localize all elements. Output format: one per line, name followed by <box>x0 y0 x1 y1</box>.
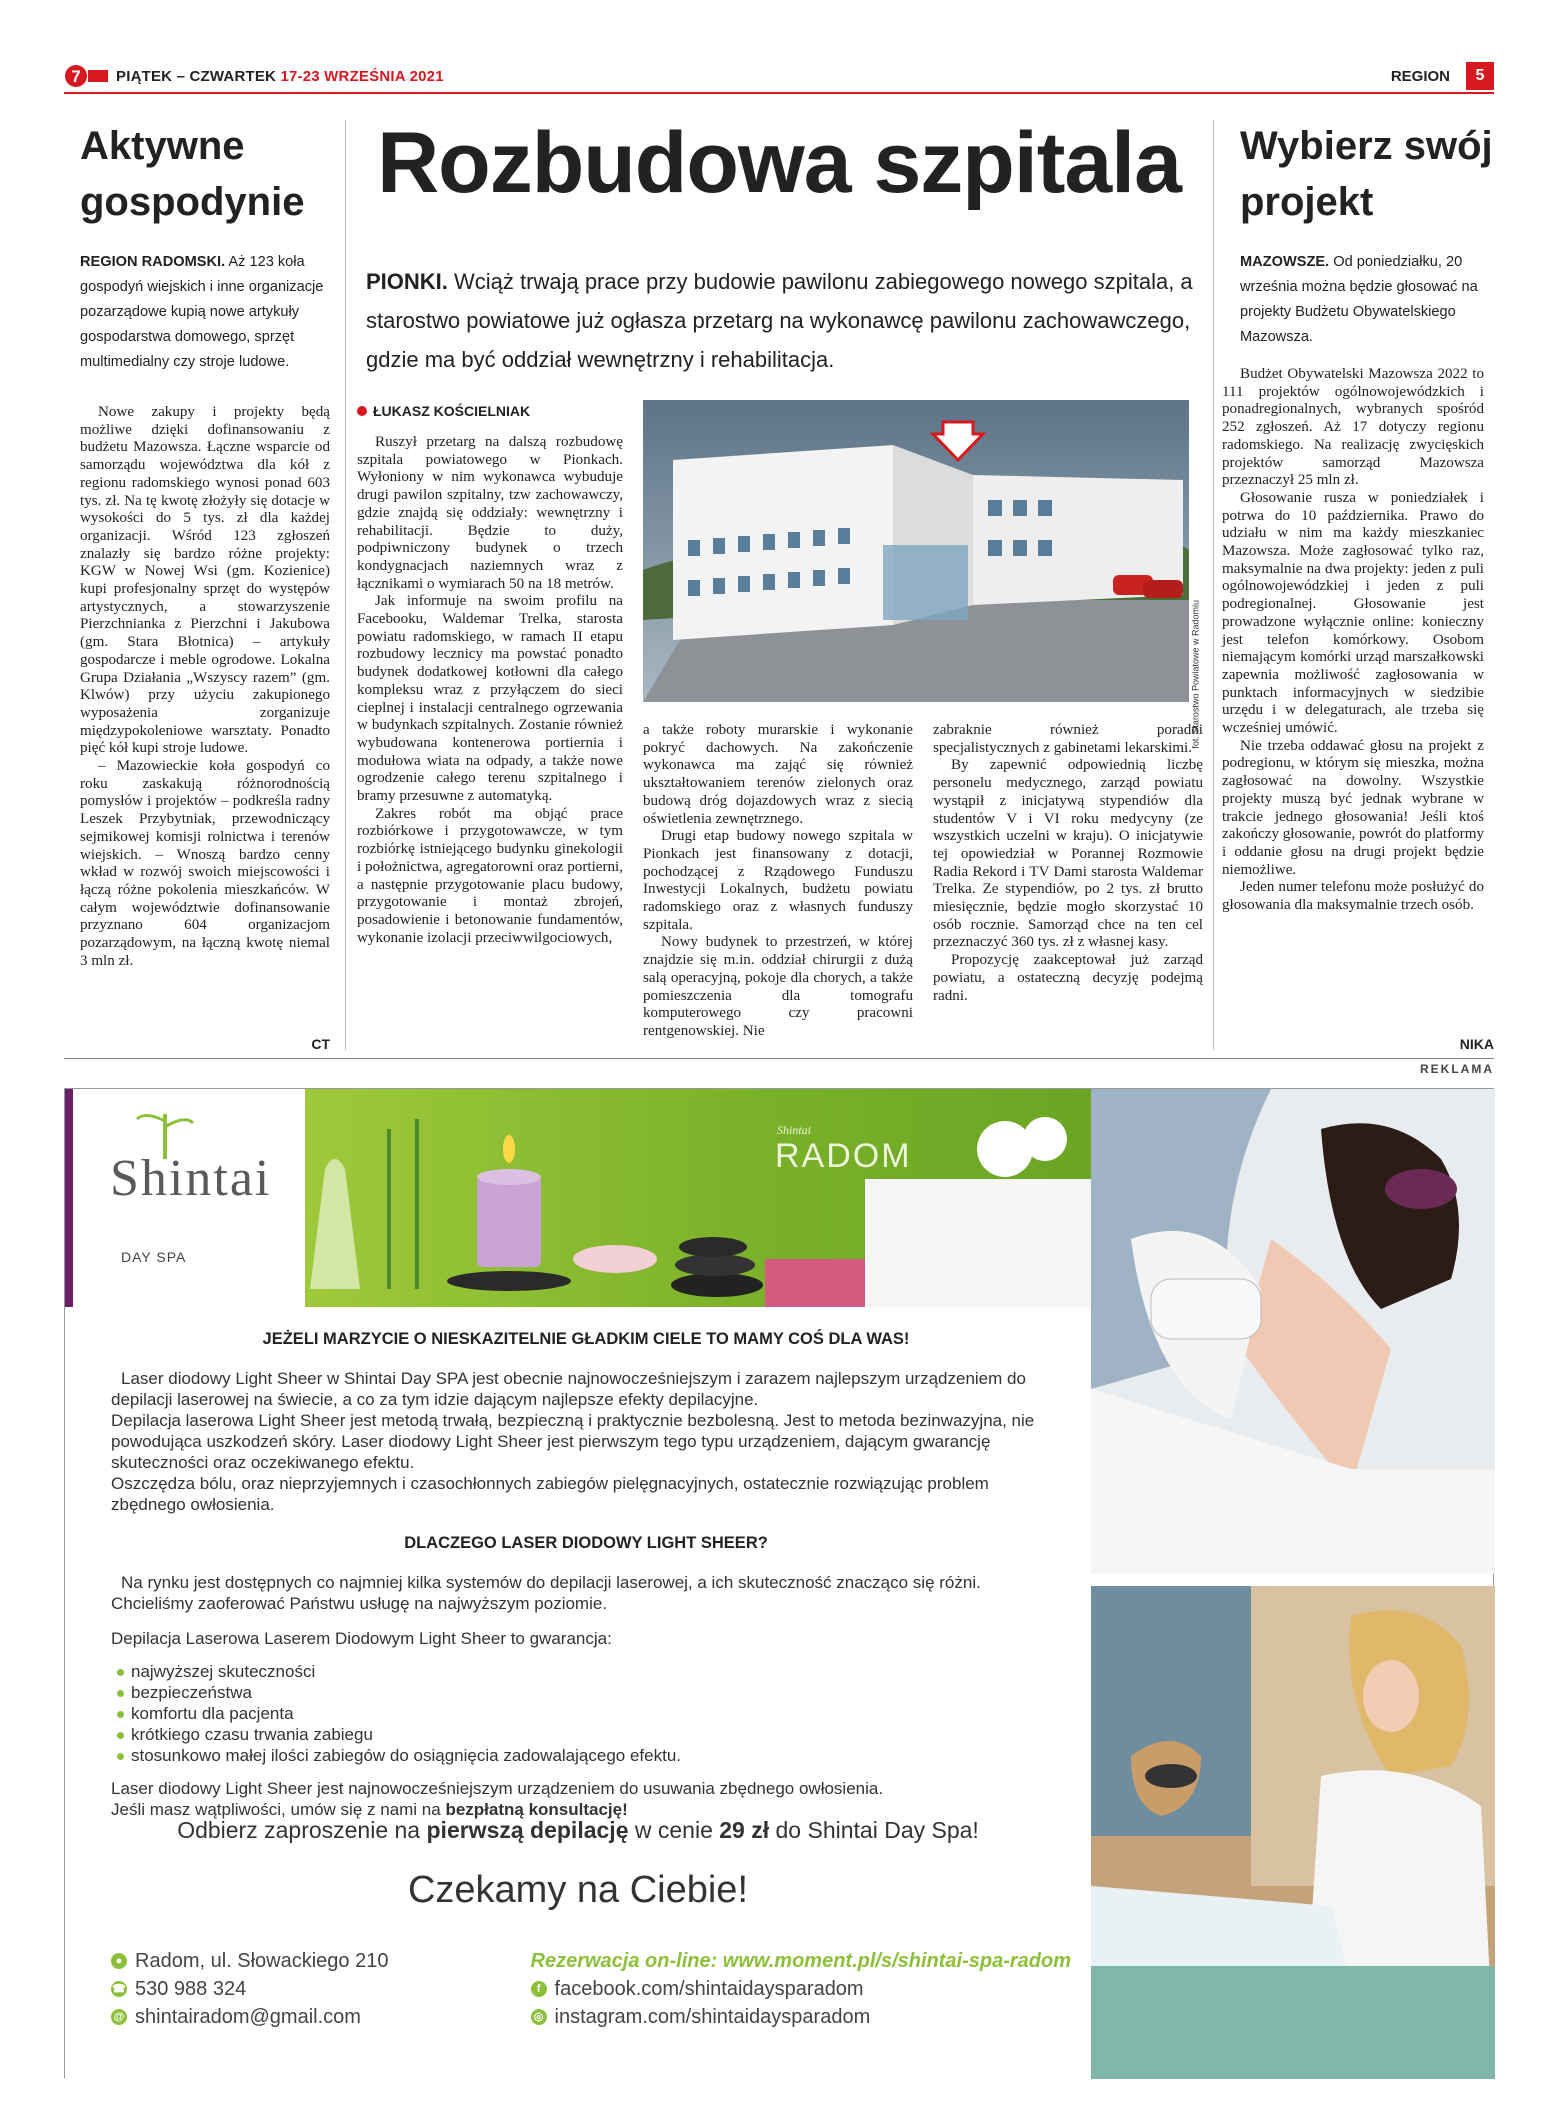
list-item: komfortu dla pacjenta <box>131 1703 1061 1724</box>
facebook-icon: f <box>531 1981 547 1997</box>
benefit-list <box>111 1661 1061 1766</box>
address-text: Radom, ul. Słowackiego 210 <box>135 1950 389 1972</box>
right-lead-text: Od poniedziałku, 20 września można będzie głosować na projekty Budżetu Obywatelskiego Mazowsza. <box>1240 254 1478 345</box>
contact-right <box>531 1947 1071 2031</box>
column-divider <box>345 120 346 1050</box>
page-header <box>64 62 1494 94</box>
paragraph: Nie trzeba oddawać głosu na projekt z podregionu, w którym się mieszka, można zagłosować na dowolny. Wszystkie projekty muszą być jednak wybrane w trakcie jednego głosowania! Jeśli ktoś zakończy głosowanie, powrót do platformy i oddanie głosu na drugi projekt będzie niemożliwe. <box>1222 737 1484 878</box>
left-headline: Aktywne gospodynie <box>80 124 305 224</box>
brand-block <box>65 1089 305 1307</box>
section-name: REGION <box>1390 68 1450 85</box>
instagram-text: instagram.com/shintaidaysparadom <box>554 2006 871 2028</box>
contact-phone[interactable] <box>111 1975 388 2003</box>
paragraph: Propozycję zaakceptował już zarząd powiatu, a ostateczną decyzję podejmą radni. <box>933 952 1203 1004</box>
right-lead-place: MAZOWSZE. <box>1240 254 1330 270</box>
right-headline: Wybierz swój projekt <box>1240 124 1493 224</box>
svg-text:7: 7 <box>71 67 81 86</box>
ad-text: Jeśli masz wątpliwości, umów się z nami na <box>111 1800 446 1819</box>
ad-text-bold: bezpłatną konsultację! <box>445 1800 628 1819</box>
right-lead <box>1240 250 1494 350</box>
ad-invitation <box>65 1817 1091 1844</box>
ad-contact <box>111 1947 1071 2031</box>
date-prefix: PIĄTEK – CZWARTEK <box>116 68 281 85</box>
paragraph: – Mazowieckie koła gospodyń co roku zaskakują różnorodnością pomysłów i projektów – podkreśla radny Leszek Przybytniak, przewodniczący sejmikowej komisji rolnictwa i terenów wiejskich. – Wnoszą bardzo cenny wkład w rozwój swoich miejscowości i łączą różne pokolenia mieszkańców. W całym województwie dofinansowanie przyznano 604 organizacjom pozarządowym, na łączną kwotę niemal 3 mln zł. <box>80 758 330 969</box>
ad-subheading: DLACZEGO LASER DIODOWY LIGHT SHEER? <box>404 1534 768 1552</box>
ad-paragraph: Na rynku jest dostępnych co najmniej kilka systemów do depilacji laserowej, a ich skuteczność znacząco się różni. Chcieliśmy zaoferować Państwu usługę na najwyższym poziomie. <box>111 1573 981 1613</box>
paragraph: Ruszył przetarg na dalszą rozbudowę szpitala powiatowego w Pionkach. Wyłoniony w nim wykonawca wybuduje drugi pawilon szpitalny, tzw zachowawczy, gdzie znajdą się oddziały: wewnętrzny i rehabilitacji. Będzie to duży, podpiwniczony budynek o trzech kondygnacjach naziemnych wraz z łącznikami o wymiarach 50 na 18 metrów. <box>357 434 623 592</box>
spa-banner-image <box>305 1089 1091 1307</box>
left-signature: CT <box>311 1036 330 1052</box>
paragraph: Nowy budynek to przestrzeń, w której znajdzie się m.in. oddział chirurgii z dużą salą operacyjną, pokoje dla chorych, a także pomieszczenia dla tomografu komputerowego czy pracowni rentgenowskiej. Nie <box>643 934 913 1039</box>
byline-dot-icon <box>357 406 367 416</box>
newspaper-logo <box>64 64 110 88</box>
ad-content <box>65 1089 1091 2079</box>
paragraph: zabraknie również poradni specjalistycznych z gabinetami lekarskimi. <box>933 722 1203 756</box>
ad-heading: JEŻELI MARZYCIE O NIESKAZITELNIE GŁADKIM CIELE TO MAMY COŚ DLA WAS! <box>262 1330 910 1348</box>
ad-label: REKLAMA <box>1420 1062 1494 1076</box>
location-pin-icon: ● <box>111 1953 127 1969</box>
column-divider <box>1213 120 1214 1050</box>
booking-link[interactable]: Rezerwacja on-line: www.moment.pl/s/shintai-spa-radom <box>530 1950 1071 1972</box>
laser-treatment-photo-2 <box>1091 1586 1495 2079</box>
phone-text: 530 988 324 <box>135 1978 247 2000</box>
paragraph: Jeden numer telefonu może posłużyć do głosowania dla maksymalnie trzech osób. <box>1222 879 1484 914</box>
paragraph: Głosowanie rusza w poniedziałek i potrwa do 10 października. Prawo do udziału w nim ma każdy mieszkaniec Mazowsza. Może zagłosować tylko raz, maksymalnie na dwa projekty: jeden z puli ogólnowojewódzkiej i jeden z puli podregionalnej. Głosowanie jest prowadzone wyłącznie online: konieczny jest telefon komórkowy. Osobom niemającym komórki urząd marszałkowski zapewnia możliwość zagłosowania w punktach informacyjnych w siedzibie urzędu i w delegaturach, ale trzeba się wcześniej umówić. <box>1222 489 1484 737</box>
banner-brand: Shintai <box>777 1123 812 1137</box>
list-item: bezpieczeństwa <box>131 1682 1061 1703</box>
ad-copy <box>111 1329 1061 1820</box>
ad-text: Odbierz zaproszenie na <box>177 1817 427 1843</box>
date-range: 17-23 WRZEŚNIA 2021 <box>280 68 444 85</box>
photo-credit: fot. Starostwo Powiatowe w Radomiu <box>1191 600 1201 749</box>
left-lead <box>80 250 342 375</box>
contact-address <box>111 1947 388 1975</box>
list-item: najwyższej skuteczności <box>131 1661 1061 1682</box>
ad-text-bold: pierwszą depilację <box>426 1817 629 1843</box>
paragraph: Nowe zakupy i projekty będą możliwe dzięki dofinansowaniu z budżetu Mazowsza. Łączne wsparcie od samorządu województwa dla kół z regionu radomskiego wynosi ponad 603 tys. zł. Na tę kwotę złożyły się dotacje w wysokości do 5 tys. zł dla każdej organizacji. Wśród 123 zgłoszeń znalazły się bardzo różne projekty: KGW w Nowej Wsi (gm. Kozienice) kupi profesjonalny sprzęt do występów artystycznych, a stowarzyszenie Pierzchnianka z Pierzchni i Jakubowa (gm. Stara Błotnica) – artykuły gospodarcze i meble ogrodowe. Lokalna Grupa Działania „Wszyscy razem” (gm. Klwów) przy użyciu zakupionego wyposażenia zorganizuje międzypokoleniowe warsztaty. Ponadto pięć kół kupi stroje ludowe. <box>80 404 330 757</box>
paragraph: Drugi etap budowy nowego szpitala w Pionkach jest finansowany z dotacji, pochodzącej z Rządowego Funduszu Inwestycji Lokalnych, budżetu powiatu radomskiego oraz z własnych funduszy szpitala. <box>643 828 913 933</box>
main-column-1 <box>357 434 623 947</box>
email-icon: @ <box>111 2009 127 2025</box>
paragraph: By zapewnić odpowiednią liczbę personelu medycznego, zarząd powiatu wystąpił z inicjatywą stypendiów dla studentów V i VI roku medycyny (ze wszystkich uczelni w kraju). O inicjatywie tej opowiedział w Porannej Rozmowie Radia Rekord i TV Dami starosta Waldemar Trelka. Ze stypendiów, po 2 tys. zł brutto miesięcznie, będzie mogło skorzystać 10 osób rocznie. Samorząd chce na ten cel przeznaczyć 360 tys. zł z własnej kasy. <box>933 757 1203 951</box>
list-item: stosunkowo małej ilości zabiegów do osiągnięcia zadowalającego efektu. <box>131 1745 1061 1766</box>
facebook-link[interactable] <box>531 1975 1071 2003</box>
main-column-2 <box>643 722 913 1041</box>
ad-text: do Shintai Day Spa! <box>769 1817 979 1843</box>
contact-left <box>111 1947 388 2031</box>
ad-paragraph: Laser diodowy Light Sheer w Shintai Day SPA jest obecnie najnowocześniejszym i zarazem najlepszym urządzeniem do depilacji laserowej na świecie, a co za tym idzie dającym najlepsze efekty depilacyjne. <box>111 1369 1026 1409</box>
main-headline: Rozbudowa szpitala <box>377 115 1181 211</box>
main-column-3 <box>933 722 1203 1005</box>
brand-stripe <box>65 1089 73 1307</box>
ad-price: 29 zł <box>719 1817 770 1843</box>
spa-advertisement <box>64 1088 1494 2078</box>
paragraph: Budżet Obywatelski Mazowsza 2022 to 111 projektów ogólnowojewódzkich i ponadregionalnych, wybranych spośród 252 zgłoszeń. Aż 17 dotyczy regionu radomskiego. Na realizację zwycięskich projektów samorząd Mazowsza przeznaczył 25 mln zł. <box>1222 366 1484 489</box>
phone-icon: ☎ <box>112 1983 126 1995</box>
left-body <box>80 404 330 971</box>
paragraph: Zakres robót ma objąć prace rozbiórkowe i przygotowawcze, w tym rozbiórkę istniejącego budynku ginekologii i położnictwa, agregatorowni oraz portierni, a następnie przygotowanie placu budowy, przygotowanie i montaż zbrojeń, posadowienie i betonowanie fundamentów, wykonanie izolacji przeciwwilgociowych, <box>357 805 623 946</box>
banner-city: RADOM <box>775 1137 912 1175</box>
instagram-icon: ◎ <box>531 2009 547 2025</box>
email-text: shintairadom@gmail.com <box>135 2006 361 2028</box>
page-number: 5 <box>1466 62 1494 90</box>
ad-paragraph: Depilacja Laserowa Laserem Diodowym Light Sheer to gwarancja: <box>111 1629 612 1648</box>
ad-paragraph: Depilacja laserowa Light Sheer jest metodą trwałą, bezpieczną i praktycznie bezbolesną. Jest to metoda bezinwazyjna, nie powodująca uszkodzeń skóry. Laser diodowy Light Sheer jest pierwszym tego typu urządzeniem, dającym gwarancję skuteczności oraz oczekiwanego efektu. <box>111 1411 1035 1472</box>
instagram-link[interactable] <box>531 2003 1071 2031</box>
main-lead <box>366 262 1216 379</box>
laser-treatment-photo-1 <box>1091 1089 1495 1574</box>
brand-subtitle: DAY SPA <box>121 1249 187 1265</box>
main-lead-place: PIONKI. <box>366 269 448 294</box>
author-name: ŁUKASZ KOŚCIELNIAK <box>373 403 531 419</box>
list-item: krótkiego czasu trwania zabiegu <box>131 1724 1061 1745</box>
issue-date <box>116 68 444 85</box>
right-body <box>1222 366 1484 915</box>
paragraph: Jak informuje na swoim profilu na Facebooku, Waldemar Trelka, starosta powiatu radomskiego, w ramach II etapu rozbudowy lecznicy ma powstać ponadto budynek dodatkowej kotłowni dla całego kompleksu wraz z przyłączem do sieci cieplnej i instalacji centralnego ogrzewania w budynkach szpitalnych. Zostanie również wybudowana kontenerowa portiernia i modułowa wiata na odpady, a także nowe ogrodzenie całego terenu szpitalnego i bramy przesuwne z automatyką. <box>357 593 623 805</box>
brand-name: Shintai <box>110 1150 272 1207</box>
contact-email[interactable] <box>111 2003 388 2031</box>
ad-divider <box>64 1058 1494 1059</box>
ad-tagline: Czekamy na Ciebie! <box>407 1869 749 1911</box>
main-lead-text: Wciąż trwają prace przy budowie pawilonu zabiegowego nowego szpitala, a starostwo powiatowe już ogłasza przetarg na wykonawcę pawilonu zachowawczego, gdzie ma być oddział wewnętrzny i rehabilitacja. <box>366 269 1193 372</box>
paragraph: a także roboty murarskie i wykonanie pokryć dachowych. Na zakończenie wykonawca ma zająć się również ukształtowaniem terenów zielonych oraz budową dróg dojazdowych wraz z siecią oświetlenia zewnętrznego. <box>643 722 913 827</box>
facebook-text: facebook.com/shintaidaysparadom <box>554 1978 864 2000</box>
ad-paragraph: Laser diodowy Light Sheer jest najnowocześniejszym urządzeniem do usuwania zbędnego owłosienia. <box>111 1779 884 1798</box>
ad-text: w cenie <box>628 1817 720 1843</box>
left-lead-place: REGION RADOMSKI. <box>80 254 226 270</box>
right-signature: NIKA <box>1459 1036 1494 1052</box>
author-byline <box>357 403 530 419</box>
ad-paragraph: Oszczędza bólu, oraz nieprzyjemnych i czasochłonnych zabiegów pielęgnacyjnych, ostatecznie rozwiązując problem zbędnego owłosienia. <box>111 1474 989 1514</box>
left-lead-text: Aż 123 koła gospodyń wiejskich i inne organizacje pozarządowe kupią nowe artykuły gospodarstwa domowego, sprzęt multimedialny czy stroje ludowe. <box>80 254 324 370</box>
